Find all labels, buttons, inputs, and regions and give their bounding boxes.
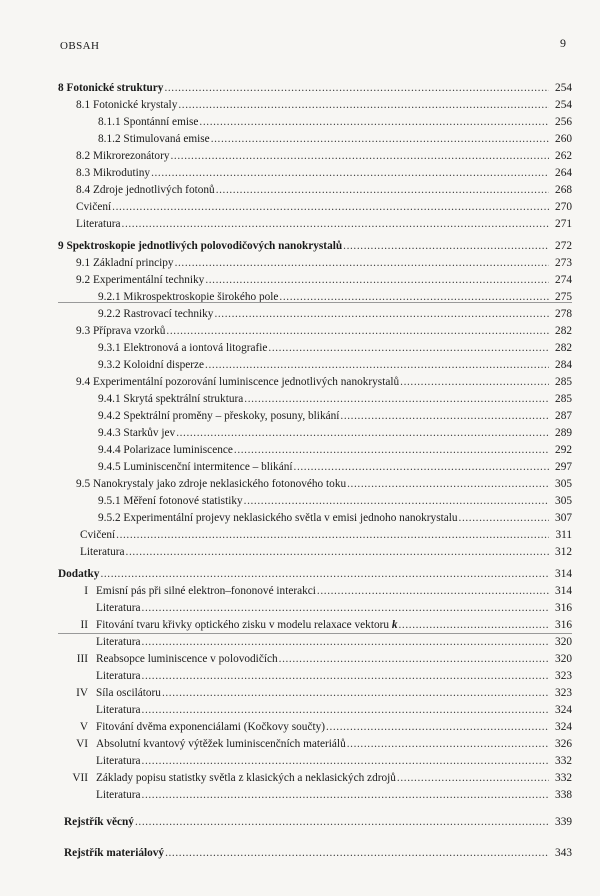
toc-page-number: 287 [555,410,572,422]
toc-entry-title: 9.3.2 Koloidní disperze [98,359,205,371]
toc-page-number: 289 [555,427,572,439]
toc-entry-title: 9.3.1 Elektronová a iontová litografie [98,342,268,354]
toc-section-9-1 [58,255,572,271]
toc-entry-title: Literatura [96,755,141,767]
toc-page-number: 285 [555,393,572,405]
toc-page-number: 270 [555,201,572,213]
toc-chapter-8 [58,80,572,96]
toc-entry-title: Fitování tvaru křivky optického zisku v modelu relaxace vektoru [96,619,390,631]
toc-page-number: 271 [555,218,572,230]
appendix-number: VI [76,738,88,750]
page-number: 9 [560,36,566,50]
toc-appendix-v [58,719,572,735]
toc-page-number: 343 [555,847,572,859]
section-divider [58,302,572,303]
toc-entry-title: Absolutní kvantový výtěžek luminiscenčních materiálů [96,738,346,750]
toc-subsection-9-4-3 [58,425,572,441]
toc-entry-title: 8 Fotonické struktury [58,82,164,94]
toc-entry-title: Literatura [96,602,141,614]
toc-page-number: 316 [555,602,572,614]
toc-appendix-ii [58,617,572,633]
toc-entry-title: 9.1 Základní principy [76,257,174,269]
toc-subsection-9-4-2 [58,408,572,424]
toc-entry-title: Literatura [96,636,141,648]
toc-entry-title: Základy popisu statistky světla z klasických a neklasických zdrojů [96,772,396,784]
toc-appendix-iii-literature [58,668,572,684]
toc-entry-title: 9.4.2 Spektrální proměny – přeskoky, posuny, blikání [98,410,340,422]
toc-section-8-4 [58,182,572,198]
appendix-number: V [79,721,88,733]
toc-subject-index [58,814,572,830]
toc-page-number: 292 [555,444,572,456]
toc-section-9-4 [58,374,572,390]
toc-appendix-iv-literature [58,702,572,718]
toc-subsection-9-5-1 [58,493,572,509]
toc-appendix-vii [58,770,572,786]
toc-page-number: 314 [555,585,572,597]
toc-entry-title: 8.3 Mikrodutiny [76,167,151,179]
toc-entry-title: 9.3 Příprava vzorků [76,325,166,337]
toc-page-number: 278 [555,308,572,320]
toc-entry-title: Literatura [96,670,141,682]
toc-entry-title: 9 Spektroskopie jednotlivých polovodičových nanokrystalů [58,240,343,252]
toc-page-number: 256 [555,116,572,128]
running-head: OBSAH [60,40,100,52]
toc-page-number: 332 [555,772,572,784]
toc-entry-title: Reabsopce luminiscence v polovodičích [96,653,278,665]
toc-entry-title: Dodatky [58,568,100,580]
toc-page-number: 274 [555,274,572,286]
toc-entry-title: Cvičení [80,529,116,541]
toc-page-number: 285 [555,376,572,388]
toc-subsection-9-4-4 [58,442,572,458]
toc-entry-title: Cvičení [76,201,112,213]
toc-page-number: 320 [555,636,572,648]
toc-appendix-vii-literature [58,787,572,803]
toc-entry-title: 9.4.4 Polarizace luminiscence [98,444,233,456]
toc-page-number: 305 [555,478,572,490]
toc-page-number: 275 [555,291,572,303]
toc-page-number: 338 [555,789,572,801]
toc-materials-index [58,845,572,861]
toc-appendices [58,566,572,582]
toc-page-number: 268 [555,184,572,196]
toc-section-8-2 [58,148,572,164]
toc-page-number: 272 [555,240,572,252]
section-divider [58,633,572,634]
toc-page-number: 307 [555,512,572,524]
toc-appendix-vi-literature [58,753,572,769]
toc-page-number: 262 [555,150,572,162]
toc-literature-8 [58,216,572,232]
toc-entry-title: Síla oscilátoru [96,687,161,699]
toc-page-number: 316 [555,619,572,631]
toc-page-number: 305 [555,495,572,507]
toc-page-number: 332 [555,755,572,767]
toc-entry-title: 8.1.2 Stimulovaná emise [98,133,210,145]
toc-literature-9 [58,544,572,560]
toc-page-number: 273 [555,257,572,269]
appendix-number: I [84,585,88,597]
toc-entry-title: Literatura [80,546,125,558]
toc-exercises-8 [58,199,572,215]
toc-section-9-3 [58,323,572,339]
toc-entry-title: Emisní pás při silné elektron–fononové interakci [96,585,316,597]
page-header [60,36,566,56]
toc-entry-title: Literatura [96,789,141,801]
toc-page-number: 282 [555,325,572,337]
toc-entry-title: 9.4.3 Starkův jev [98,427,176,439]
toc-subsection-8-1-1 [58,114,572,130]
toc-subsection-9-5-2 [58,510,572,526]
toc-page-number: 254 [555,82,572,94]
toc-entry-title: 9.5.2 Experimentální projevy neklasického světla v emisi jednoho nanokrystalu [98,512,458,524]
appendix-number: IV [76,687,88,699]
toc-subsection-9-3-2 [58,357,572,373]
toc-subsection-9-4-5 [58,459,572,475]
toc-appendix-ii-literature [58,634,572,650]
toc-entry-title: 8.1.1 Spontánní emise [98,116,199,128]
toc-page-number: 312 [555,546,572,558]
toc-appendix-i-literature [58,600,572,616]
toc-chapter-9 [58,238,572,254]
toc-page-number: 297 [555,461,572,473]
toc-subsection-9-2-2 [58,306,572,322]
toc-subsection-9-4-1 [58,391,572,407]
toc-section-8-3 [58,165,572,181]
toc-entry-title: Rejstřík materiálový [64,847,165,859]
toc-page-number: 323 [555,670,572,682]
appendix-number: VII [72,772,88,784]
toc-entry-title: 8.4 Zdroje jednotlivých fotonů [76,184,215,196]
toc-page-number: 323 [555,687,572,699]
toc-entry-title: 9.2 Experimentální techniky [76,274,205,286]
toc-entry-title: 9.2.1 Mikrospektroskopie širokého pole [98,291,279,303]
toc-subsection-9-3-1 [58,340,572,356]
toc-entry-title: 8.1 Fotonické krystaly [76,99,178,111]
toc-page-number: 264 [555,167,572,179]
toc-page-number: 324 [555,721,572,733]
toc-entry-title: Fitování dvěma exponenciálami (Kočkovy součty) [96,721,326,733]
toc-appendix-iv [58,685,572,701]
toc-page-number: 282 [555,342,572,354]
toc-section-9-5 [58,476,572,492]
appendix-number: III [76,653,88,665]
appendix-number: II [80,619,88,631]
toc-page-number: 339 [555,816,572,828]
toc-section-9-2 [58,272,572,288]
toc-page-number: 311 [555,529,572,541]
toc-page-number: 254 [555,99,572,111]
toc-subsection-8-1-2 [58,131,572,147]
toc-page-number: 260 [555,133,572,145]
toc-entry-title: 9.4.1 Skrytá spektrální struktura [98,393,244,405]
toc-entry-title: 9.5.1 Měření fotonové statistiky [98,495,243,507]
toc-entry-title: 9.2.2 Rastrovací techniky [98,308,214,320]
toc-appendix-i [58,583,572,599]
toc-entry-title: Literatura [76,218,121,230]
toc-page-number: 314 [555,568,572,580]
toc-exercises-9 [58,527,572,543]
toc-entry-title: 9.5 Nanokrystaly jako zdroje neklasického fotonového toku [76,478,347,490]
toc-appendix-vi [58,736,572,752]
toc-section-8-1 [58,97,572,113]
toc-entry-title: 8.2 Mikrorezonátory [76,150,170,162]
toc-page-number: 320 [555,653,572,665]
toc-entry-title: Rejstřík věcný [64,816,134,828]
toc-entry-title: Literatura [96,704,141,716]
toc-entry-title: 9.4 Experimentální pozorování luminiscence jednotlivých nanokrystalů [76,376,400,388]
toc-appendix-iii [58,651,572,667]
toc-page-number: 326 [555,738,572,750]
toc-entry-title: 9.4.5 Luminiscenční intermitence – blikání [98,461,293,473]
toc-page-number: 324 [555,704,572,716]
vector-symbol: k [391,619,398,631]
toc-page-number: 284 [555,359,572,371]
